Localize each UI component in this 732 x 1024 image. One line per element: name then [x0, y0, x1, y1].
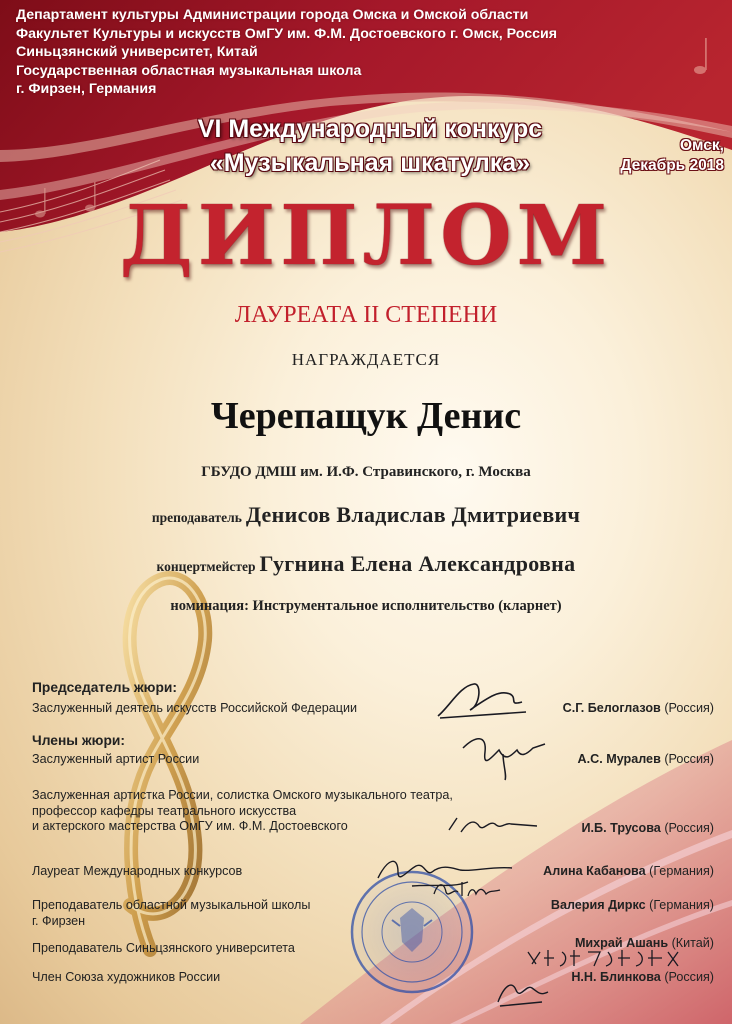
teacher-name: Денисов Владислав Дмитриевич [245, 502, 581, 527]
jury-desc-line: Заслуженный деятель искусств Российской Федерации [32, 701, 358, 715]
signature-dirks [430, 876, 510, 902]
jury-name: Алина Кабанова [543, 864, 646, 878]
jury-desc-line: и актерского мастерства ОмГУ им. Ф.М. Достоевского [32, 819, 348, 834]
awarded-line: НАГРАЖДАЕТСЯ [291, 350, 441, 369]
jury-desc-line: Член Союза художников России [32, 970, 221, 984]
jury-name: Валерия Диркс [550, 898, 646, 912]
school-line: ГБУДО ДМШ им. И.Ф. Стравинского, г. Москва [201, 464, 531, 480]
jury-member [543, 864, 714, 878]
jury-desc-line: Преподаватель областной музыкальной школы [32, 898, 311, 912]
signature-beloglazov [430, 676, 530, 726]
jury-desc [32, 788, 453, 835]
signature-muralev [455, 728, 550, 783]
jury-desc-line: Заслуженная артистка России, солистка Омского музыкального театра, [32, 788, 453, 802]
jury-desc-line: профессор кафедры театрального искусства [32, 803, 297, 818]
diploma-title: ДИПЛОМ [119, 188, 613, 284]
contest-line-1: VI Международный конкурс [197, 115, 543, 143]
jury-desc-line: Преподаватель Синьцзянского университета [32, 941, 295, 955]
jury-member [582, 821, 715, 835]
jury-chair-heading: Председатель жюри: [32, 680, 177, 695]
jury-member [563, 701, 714, 715]
jury-name: С.Г. Белоглазов [562, 701, 661, 715]
jury-country: (Россия) [664, 821, 714, 835]
jury-country: (Россия) [664, 701, 714, 715]
jury-name: И.Б. Трусова [581, 821, 661, 835]
signature-trusova [445, 810, 540, 840]
jury-desc [32, 864, 242, 880]
place-date [620, 136, 724, 176]
jury-desc-line: г. Фирзен [32, 913, 86, 928]
jury-country: (Россия) [664, 970, 714, 984]
organizer-line: Государственная областная музыкальная школа [16, 62, 362, 79]
jury-name: А.С. Муралев [577, 752, 661, 766]
jury-member [571, 970, 714, 984]
jury-desc [32, 752, 199, 768]
accompanist-line [0, 551, 732, 577]
jury-members-heading: Члены жюри: [32, 733, 125, 748]
organizer-line: Факультет Культуры и искусств ОмГУ им. Ф.М. Достоевского г. Омск, Россия [16, 25, 558, 42]
jury-country: (Германия) [649, 864, 714, 878]
jury-desc [32, 898, 310, 929]
city: Омск, [679, 137, 724, 154]
organizer-line: Департамент культуры Администрации города Омска и Омской области [16, 7, 529, 23]
jury-desc-line: Лауреат Международных конкурсов [32, 864, 243, 878]
jury-desc [32, 970, 220, 986]
nomination-line: номинация: Инструментальное исполнительство (кларнет) [170, 598, 562, 614]
organizer-line: Синьцзянский университет, Китай [16, 44, 258, 61]
contest-title [110, 112, 630, 180]
accompanist-name: Гугнина Елена Александровна [259, 551, 576, 576]
organizers-block [16, 6, 636, 99]
jury-name: Михрай Ашань [574, 936, 669, 950]
jury-desc [32, 701, 357, 717]
organizer-line: г. Фирзен, Германия [16, 81, 157, 98]
jury-desc-line: Заслуженный артист России [32, 752, 200, 766]
jury-member [551, 898, 714, 912]
jury-country: (Германия) [649, 898, 714, 912]
teacher-line [0, 502, 732, 528]
accompanist-label: концертмейстер [156, 559, 256, 574]
date: Декабрь 2018 [620, 157, 724, 174]
contest-line-2: «Музыкальная шкатулка» [209, 149, 531, 177]
signature-blinkova [492, 972, 552, 1012]
jury-name: Н.Н. Блинкова [571, 970, 661, 984]
laureate-name: Черепащук Денис [210, 395, 522, 437]
signature-ashan [522, 946, 712, 970]
jury-member [578, 752, 714, 766]
teacher-label: преподаватель [151, 510, 242, 525]
jury-country: (Россия) [664, 752, 714, 766]
jury-desc [32, 941, 295, 957]
degree-line: ЛАУРЕАТА II СТЕПЕНИ [234, 302, 498, 328]
jury-country: (Китай) [671, 936, 714, 950]
